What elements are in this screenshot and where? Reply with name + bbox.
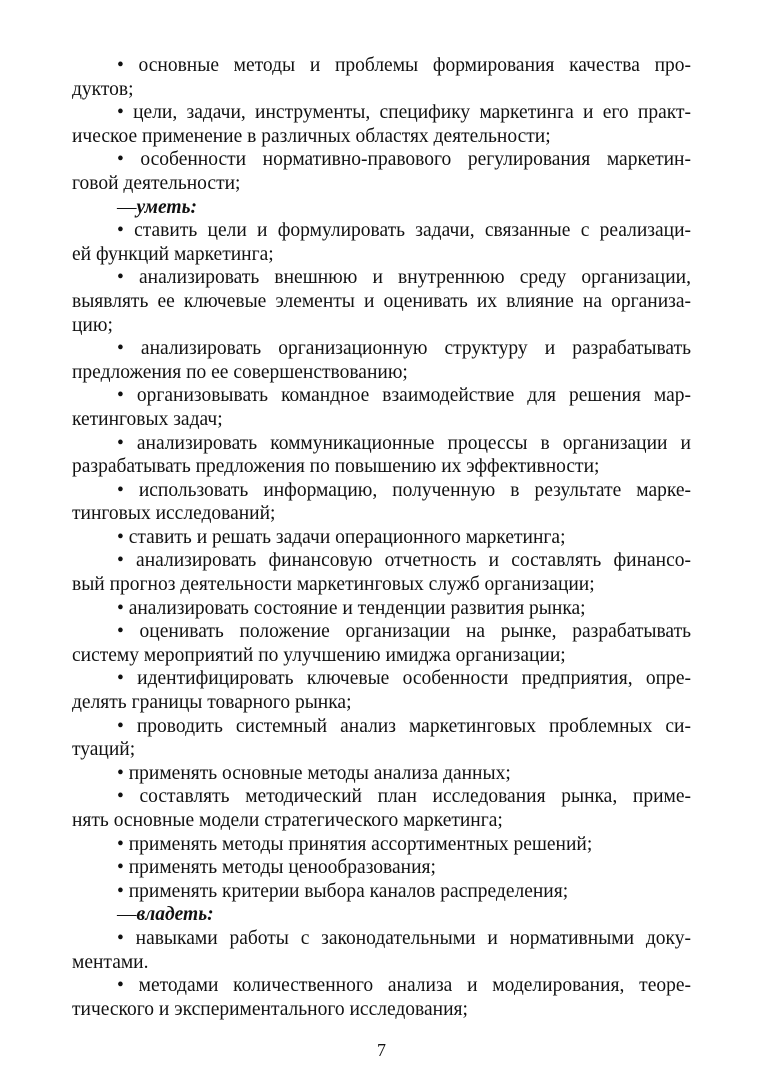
- text-line: • ставить и решать задачи операционного маркетинга;: [117, 526, 566, 548]
- text-line: тического и экспериментального исследования;: [72, 998, 468, 1020]
- text-line: • анализировать состояние и тенденции развития рынка;: [117, 597, 586, 619]
- heading-dash: —: [117, 904, 137, 926]
- list-item: [72, 880, 691, 904]
- text-line: ическое применение в различных областях деятельности;: [72, 125, 551, 147]
- list-item: [72, 101, 691, 148]
- section-heading: [72, 903, 691, 927]
- text-line: • цели, задачи, инструменты, специфику маркетинга и его практ-: [117, 102, 691, 124]
- text-line: • проводить системный анализ маркетинговых проблемных си-: [117, 715, 691, 737]
- text-line: • анализировать коммуникационные процессы в организации и: [117, 432, 691, 454]
- text-line: • ставить цели и формулировать задачи, связанные с реализаци-: [117, 220, 691, 242]
- text-line: делять границы товарного рынка;: [72, 692, 352, 714]
- text-line: • особенности нормативно-правового регулирования маркетин-: [117, 149, 691, 171]
- list-item: [72, 432, 691, 479]
- text-line: • анализировать финансовую отчетность и составлять финансо-: [117, 550, 691, 572]
- text-line: • основные методы и проблемы формирования качества про-: [117, 55, 691, 76]
- list-item: [72, 219, 691, 266]
- text-line: • методами количественного анализа и моделирования, теоре-: [117, 975, 691, 997]
- text-line: • навыками работы с законодательными и нормативными доку-: [117, 927, 691, 949]
- text-line: вый прогноз деятельности маркетинговых служб организации;: [72, 574, 595, 596]
- list-item: [72, 54, 691, 101]
- text-line: • применять критерии выбора каналов распределения;: [117, 880, 569, 902]
- list-item: [72, 762, 691, 786]
- text-line: • применять методы принятия ассортиментных решений;: [117, 833, 593, 855]
- list-item: [72, 974, 691, 1021]
- text-line: • организовывать командное взаимодействие для решения мар-: [117, 385, 691, 407]
- text-line: цию;: [72, 314, 113, 336]
- text-line: кетинговых задач;: [72, 408, 223, 430]
- list-item: [72, 549, 691, 596]
- text-line: ей функций маркетинга;: [72, 243, 274, 265]
- list-item: [72, 620, 691, 667]
- text-line: • применять методы ценообразования;: [117, 857, 436, 879]
- section-heading: [72, 196, 691, 220]
- list-item: [72, 597, 691, 621]
- text-line: • составлять методический план исследования рынка, приме-: [117, 786, 691, 808]
- list-item: [72, 715, 691, 762]
- list-item: [72, 833, 691, 857]
- heading-label: уметь:: [136, 196, 197, 218]
- list-item: [72, 927, 691, 974]
- text-line: систему мероприятий по улучшению имиджа организации;: [72, 644, 566, 666]
- text-line: • идентифицировать ключевые особенности предприятия, опре-: [117, 668, 691, 690]
- list-item: [72, 148, 691, 195]
- text-line: туаций;: [72, 739, 136, 761]
- list-item: [72, 856, 691, 880]
- text-line: дуктов;: [72, 78, 134, 100]
- text-line: • анализировать организационную структуру и разрабатывать: [117, 338, 691, 360]
- text-line: ментами.: [72, 951, 149, 973]
- text-line: разрабатывать предложения по повышению их эффективности;: [72, 456, 600, 478]
- list-item: [72, 337, 691, 384]
- text-line: тинговых исследований;: [72, 503, 276, 525]
- heading-label: владеть:: [136, 904, 214, 926]
- text-line: говой деятельности;: [72, 172, 241, 194]
- list-item: [72, 479, 691, 526]
- page-content: [72, 54, 691, 1021]
- text-line: • использовать информацию, полученную в результате марке-: [117, 479, 691, 501]
- list-item: [72, 384, 691, 431]
- page-number: 7: [377, 1040, 386, 1060]
- text-line: • применять основные методы анализа данных;: [117, 762, 511, 784]
- text-line: • анализировать внешнюю и внутреннюю среду организации,: [117, 267, 691, 289]
- text-line: выявлять ее ключевые элементы и оценивать их влияние на организа-: [72, 290, 691, 312]
- text-line: • оценивать положение организации на рынке, разрабатывать: [117, 621, 691, 643]
- text-line: нять основные модели стратегического маркетинга;: [72, 810, 503, 831]
- heading-dash: —: [117, 196, 137, 218]
- list-item: [72, 266, 691, 337]
- list-item: [72, 526, 691, 550]
- list-item: [72, 785, 691, 832]
- text-line: предложения по ее совершенствованию;: [72, 361, 408, 383]
- list-item: [72, 667, 691, 714]
